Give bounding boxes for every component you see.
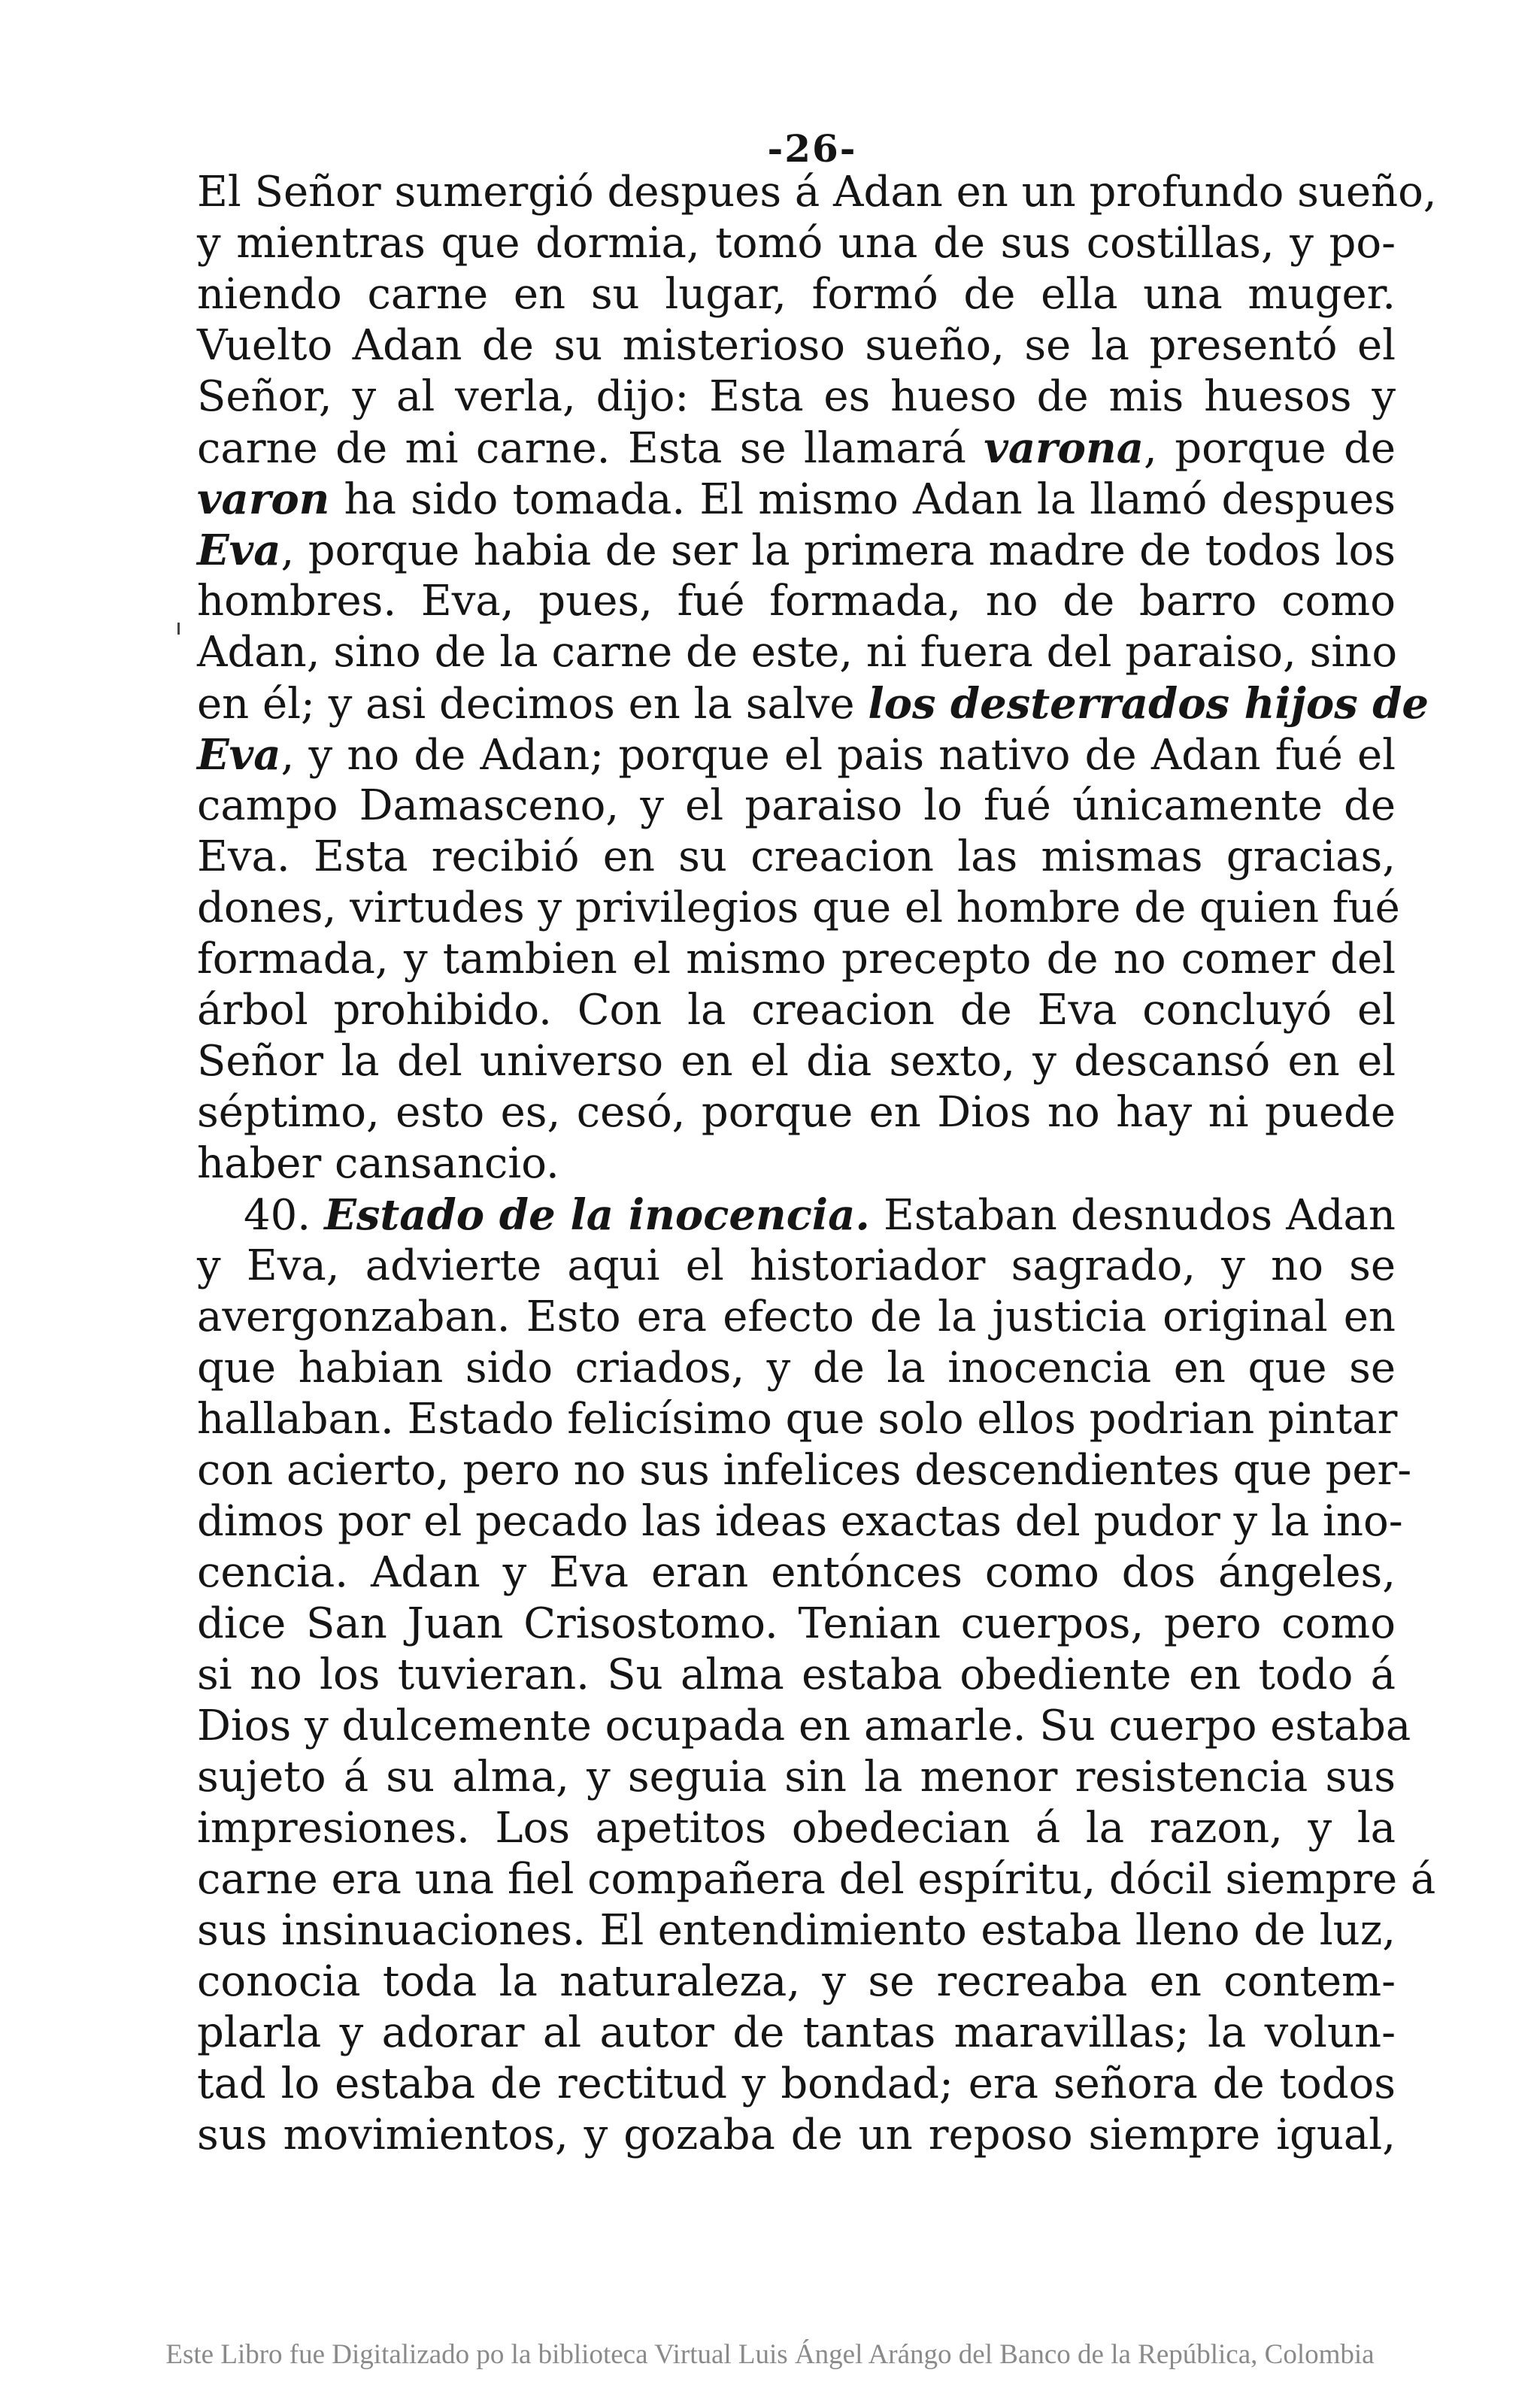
stray-ink-mark	[177, 623, 180, 635]
text-line	[197, 780, 1396, 832]
text-line	[197, 371, 1396, 423]
text-line	[197, 1803, 1396, 1854]
italic-phrase: varon	[197, 474, 330, 524]
text-line	[197, 883, 1400, 934]
text-segment: niendo carne en su lugar, formó de ella una muger.	[197, 270, 1396, 319]
text-line	[197, 320, 1396, 371]
text-segment: Señor la del universo en el dia sexto, y descansó en el	[197, 1037, 1396, 1086]
text-segment: El Señor sumergió despues á Adan en un profundo sueño,	[197, 168, 1437, 217]
text-line	[197, 1036, 1396, 1087]
text-line	[197, 678, 1429, 729]
text-line	[197, 423, 1396, 474]
text-segment: Eva. Esta recibió en su creacion las mismas gracias,	[197, 832, 1396, 881]
text-line	[197, 1854, 1436, 1905]
text-segment: hallaban. Estado felicísimo que solo ellos podrian pintar	[197, 1395, 1398, 1444]
text-segment: sus movimientos, y gozaba de un reposo siempre igual,	[197, 2111, 1396, 2159]
text-line	[197, 1087, 1396, 1138]
text-segment: , porque habia de ser la primera madre de todos los	[280, 526, 1396, 575]
text-segment: con acierto, pero no sus infelices descendientes que per-	[197, 1446, 1412, 1495]
text-segment: Señor, y al verla, dijo: Esta es hueso de mis huesos y	[197, 372, 1396, 421]
text-segment: árbol prohibido. Con la creacion de Eva concluyó el	[197, 986, 1396, 1035]
body-text	[197, 167, 1437, 2161]
text-line	[197, 627, 1396, 678]
text-line	[197, 1752, 1396, 1803]
text-line	[197, 1701, 1411, 1752]
page-number: -26-	[767, 126, 857, 171]
text-segment: conocia toda la naturaleza, y se recreaba en contem-	[197, 1957, 1396, 2006]
text-line	[197, 1394, 1396, 1445]
text-segment: hombres. Eva, pues, fué formada, no de barro como	[197, 577, 1396, 626]
text-segment: impresiones. Los apetitos obedecian á la razon, y la	[197, 1804, 1396, 1853]
text-line	[197, 2059, 1396, 2110]
text-line	[197, 729, 1396, 780]
text-segment: Vuelto Adan de su misterioso sueño, se la presentó el	[197, 321, 1396, 370]
text-segment: en él; y asi decimos en la salve	[197, 680, 869, 729]
text-segment: Adan, sino de la carne de este, ni fuera del paraiso, sino	[197, 628, 1398, 677]
text-line	[197, 2110, 1396, 2161]
text-line	[197, 525, 1396, 576]
text-segment: y mientras que dormia, tomó una de sus costillas, y po-	[197, 219, 1396, 268]
text-segment: dice San Juan Crisostomo. Tenian cuerpos, pero como	[197, 1599, 1396, 1648]
text-segment: formada, y tambien el mismo precepto de no comer del	[197, 935, 1396, 983]
text-line	[197, 985, 1396, 1036]
digitization-credit: Este Libro fue Digitalizado po la biblioteca Virtual Luis Ángel Arángo del Banco de la República, Colombia	[165, 2339, 1375, 2370]
text-line	[197, 1650, 1396, 1701]
text-line	[197, 218, 1396, 269]
text-segment: sujeto á su alma, y seguia sin la menor resistencia sus	[197, 1753, 1396, 1802]
text-line	[197, 1599, 1396, 1650]
text-segment: y Eva, advierte aqui el historiador sagrado, y no se	[197, 1241, 1396, 1290]
text-line	[197, 832, 1396, 883]
italic-phrase: Eva	[197, 730, 281, 780]
text-segment: plarla y adorar al autor de tantas maravillas; la volun-	[197, 2008, 1396, 2057]
text-line	[197, 1956, 1396, 2008]
text-line	[197, 1905, 1396, 1956]
text-line	[197, 474, 1396, 525]
text-line	[197, 167, 1437, 218]
text-segment: que habian sido criados, y de la inocencia en que se	[197, 1344, 1396, 1392]
text-segment: carne de mi carne. Esta se llamará	[197, 424, 984, 473]
text-segment: tad lo estaba de rectitud y bondad; era señora de todos	[197, 2059, 1396, 2108]
text-line	[197, 2008, 1396, 2059]
text-segment: campo Damasceno, y el paraiso lo fué únicamente de	[197, 781, 1396, 830]
italic-phrase: los desterrados hijos de	[868, 679, 1429, 729]
text-segment: 40.	[244, 1191, 325, 1240]
text-line	[197, 1496, 1403, 1547]
text-line	[197, 576, 1396, 627]
text-line	[197, 1241, 1396, 1292]
text-line	[197, 1343, 1396, 1394]
text-segment: si no los tuvieran. Su alma estaba obediente en todo á	[197, 1650, 1396, 1699]
text-line	[197, 1547, 1396, 1599]
text-segment: ha sido tomada. El mismo Adan la llamó despues	[329, 475, 1396, 524]
text-line	[197, 1445, 1412, 1496]
text-segment: dones, virtudes y privilegios que el hombre de quien fué	[197, 883, 1400, 932]
text-segment: carne era una fiel compañera del espíritu, dócil siempre á	[197, 1855, 1436, 1904]
text-line	[197, 1189, 1396, 1241]
text-line	[197, 1292, 1396, 1343]
italic-phrase: Eva	[197, 526, 281, 575]
text-segment: , porque de	[1144, 424, 1396, 473]
text-line	[197, 934, 1396, 985]
italic-phrase: Estado de la inocencia.	[324, 1190, 870, 1240]
text-segment: Estaban desnudos Adan	[869, 1191, 1396, 1240]
text-segment: , y no de Adan; porque el pais nativo de Adan fué el	[280, 731, 1396, 780]
text-segment: dimos por el pecado las ideas exactas del pudor y la ino-	[197, 1497, 1403, 1546]
text-line	[197, 1138, 1396, 1189]
text-segment: haber cansancio.	[197, 1139, 559, 1188]
text-segment: avergonzaban. Esto era efecto de la justicia original en	[197, 1292, 1396, 1341]
text-segment: Dios y dulcemente ocupada en amarle. Su cuerpo estaba	[197, 1702, 1411, 1750]
text-line	[197, 269, 1396, 320]
italic-phrase: varona	[984, 423, 1144, 473]
text-segment: sus insinuaciones. El entendimiento estaba lleno de luz,	[197, 1906, 1396, 1955]
text-segment: cencia. Adan y Eva eran entónces como dos ángeles,	[197, 1548, 1396, 1597]
text-segment: séptimo, esto es, cesó, porque en Dios no hay ni puede	[197, 1088, 1396, 1137]
